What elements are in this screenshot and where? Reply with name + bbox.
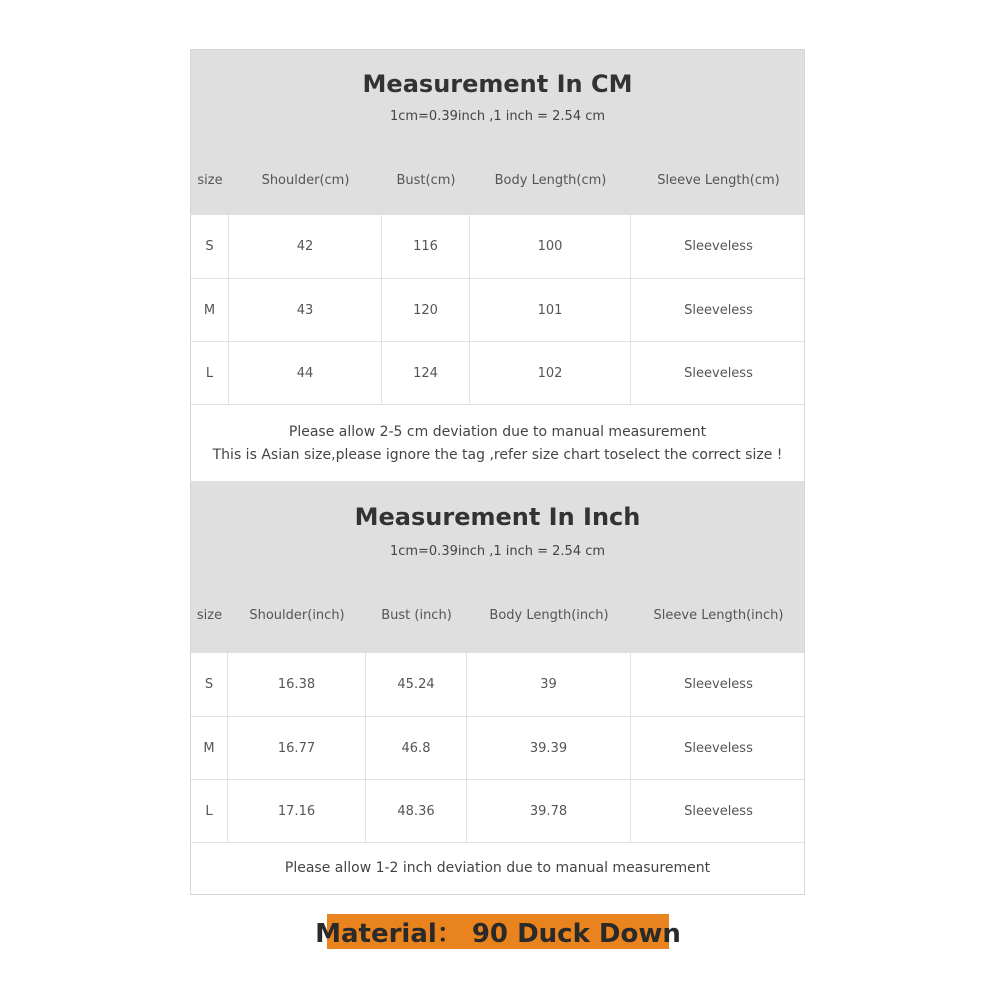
table-row: [191, 215, 804, 278]
inch-cell-size: L: [191, 780, 228, 842]
inch-cell-shoulder: 16.77: [228, 717, 366, 779]
inch-cell-size: M: [191, 717, 228, 779]
cm-notes: [191, 404, 804, 481]
cm-cell-size: L: [191, 342, 229, 404]
cm-cell-body-length: 100: [470, 215, 631, 278]
cm-cell-sleeve-length: Sleeveless: [684, 365, 753, 381]
cm-col-body-length: Body Length(cm): [494, 173, 607, 188]
material-label: Material： 90 Duck Down: [327, 914, 669, 949]
inch-note-deviation: Please allow 1-2 inch deviation due to manual measurement: [284, 860, 711, 876]
table-row: [191, 278, 804, 341]
inch-title: Measurement In Inch: [354, 503, 641, 531]
cm-col-shoulder: Shoulder(cm): [261, 173, 350, 188]
size-chart: [190, 49, 805, 895]
inch-cell-bust: 45.24: [366, 653, 467, 716]
cm-cell-body-length: 101: [470, 279, 631, 341]
inch-cell-bust: 48.36: [366, 780, 467, 842]
cm-cell-shoulder: 42: [229, 215, 382, 278]
cm-col-sleeve-length: Sleeve Length(cm): [657, 173, 780, 188]
table-row: [191, 653, 804, 716]
table-row: [191, 341, 804, 404]
inch-cell-sleeve-length: Sleeveless: [684, 803, 753, 819]
cm-cell-sleeve-length: Sleeveless: [684, 239, 753, 254]
inch-cell-shoulder: 16.38: [228, 653, 366, 716]
table-row: [191, 716, 804, 779]
cm-cell-body-length: 102: [470, 342, 631, 404]
cm-cell-size: M: [191, 279, 229, 341]
cm-note-asian-size: This is Asian size,please ignore the tag ,refer size chart toselect the correct size !: [212, 447, 783, 463]
cm-cell-bust: 120: [382, 279, 470, 341]
inch-conversion: 1cm=0.39inch ,1 inch = 2.54 cm: [389, 544, 606, 559]
inch-cell-body-length: 39.78: [467, 780, 631, 842]
inch-col-sleeve-length: Sleeve Length(inch): [653, 608, 784, 623]
inch-cell-body-length: 39: [467, 653, 631, 716]
cm-col-size: size: [197, 173, 223, 188]
cm-cell-bust: 116: [382, 215, 470, 278]
table-row: [191, 779, 804, 842]
cm-cell-sleeve-length: Sleeveless: [684, 302, 753, 318]
inch-cell-bust: 46.8: [366, 717, 467, 779]
inch-notes: [191, 842, 804, 896]
inch-cell-sleeve-length: Sleeveless: [684, 740, 753, 756]
cm-note-deviation: Please allow 2-5 cm deviation due to manual measurement: [288, 424, 707, 440]
inch-col-shoulder: Shoulder(inch): [249, 608, 345, 623]
cm-conversion: 1cm=0.39inch ,1 inch = 2.54 cm: [389, 109, 606, 124]
inch-header-block: [191, 481, 804, 653]
cm-cell-shoulder: 43: [229, 279, 382, 341]
cm-col-bust: Bust(cm): [396, 173, 456, 188]
inch-cell-sleeve-length: Sleeveless: [684, 677, 753, 692]
cm-cell-size: S: [191, 215, 229, 278]
inch-col-size: size: [196, 608, 223, 623]
inch-cell-body-length: 39.39: [467, 717, 631, 779]
cm-title: Measurement In CM: [362, 70, 633, 98]
cm-cell-shoulder: 44: [229, 342, 382, 404]
cm-cell-bust: 124: [382, 342, 470, 404]
inch-col-body-length: Body Length(inch): [489, 608, 609, 623]
inch-col-bust: Bust (inch): [381, 608, 452, 623]
cm-header-block: [191, 50, 804, 215]
inch-cell-size: S: [191, 653, 228, 716]
inch-cell-shoulder: 17.16: [228, 780, 366, 842]
